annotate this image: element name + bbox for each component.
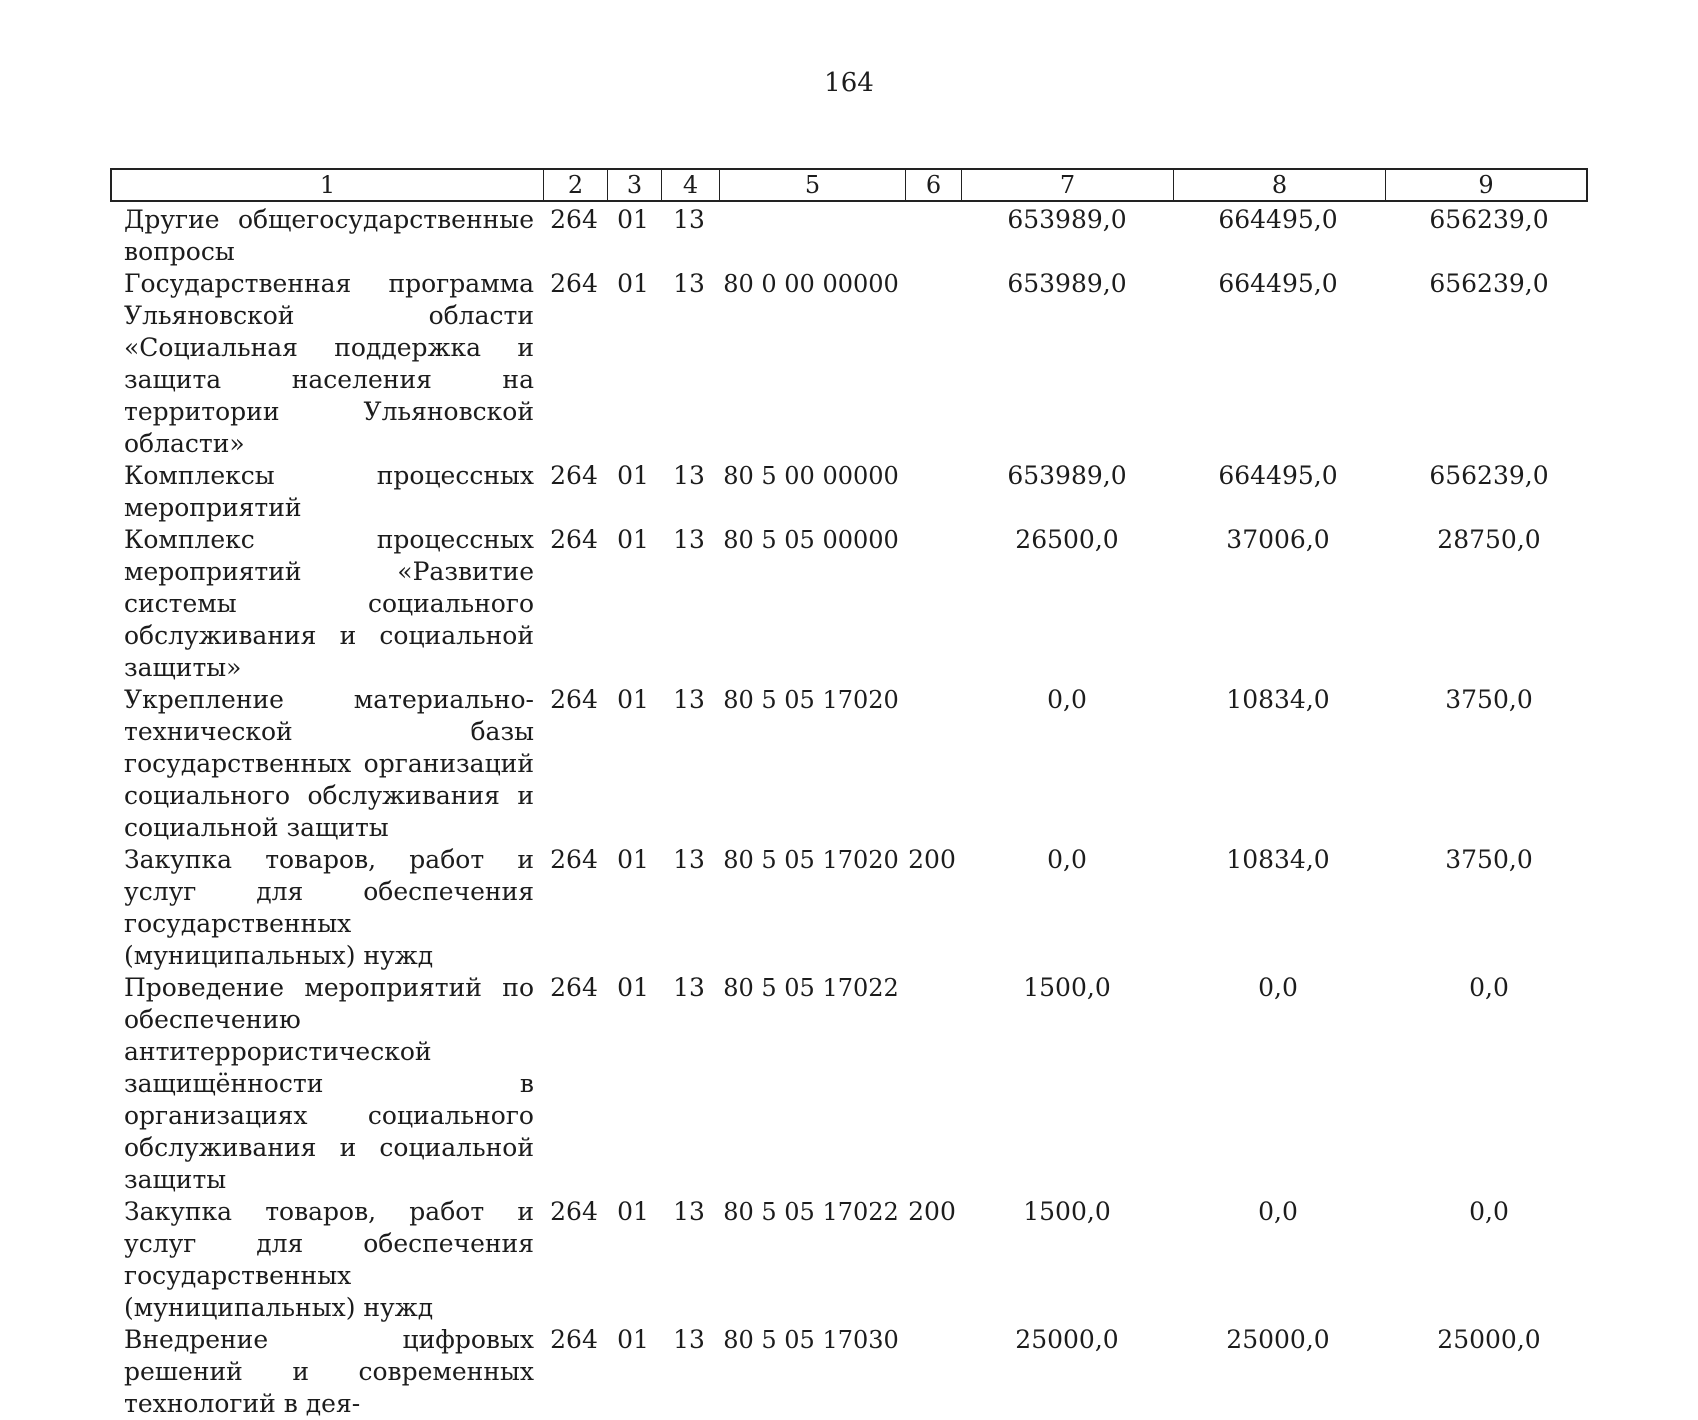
- row-target: 80 5 00 00000: [723, 462, 899, 490]
- row-year3: 25000,0: [1437, 1325, 1541, 1354]
- row-name: Укрепление материально-технической базы государственных организаций социального обслуживания и социальной защиты: [124, 685, 534, 842]
- row-name-cell: [110, 1324, 542, 1420]
- table-row: [110, 460, 1588, 524]
- row-year3: 3750,0: [1445, 685, 1533, 714]
- row-year2: 664495,0: [1218, 269, 1338, 298]
- row-ministry: 264: [550, 1197, 598, 1226]
- row-target: 80 5 05 00000: [723, 526, 899, 554]
- row-name-cell: [110, 972, 542, 1196]
- table-row: [110, 524, 1588, 684]
- row-subsection: 13: [673, 269, 705, 298]
- row-year3: 656239,0: [1429, 205, 1549, 234]
- row-type: [904, 1324, 960, 1420]
- row-type: [904, 460, 960, 524]
- budget-table-body: [110, 204, 1588, 1420]
- row-target: 80 5 05 17020: [723, 686, 899, 714]
- row-year2: 664495,0: [1218, 461, 1338, 490]
- row-subsection: 13: [673, 461, 705, 490]
- row-year3: 0,0: [1469, 973, 1509, 1002]
- row-ministry: 264: [550, 845, 598, 874]
- row-year2: 0,0: [1258, 973, 1298, 1002]
- row-name: Комплекс процессных мероприятий «Развитие системы социального обслуживания и социальной защиты»: [124, 525, 534, 682]
- row-target: 80 5 05 17022: [723, 1198, 899, 1226]
- row-target: 80 0 00 00000: [723, 270, 899, 298]
- row-section: 01: [617, 685, 649, 714]
- row-name-cell: [110, 844, 542, 972]
- row-name-cell: [110, 460, 542, 524]
- header-col-6: 6: [906, 170, 962, 200]
- row-name: Комплексы процессных мероприятий: [124, 461, 534, 522]
- row-section: 01: [617, 1197, 649, 1226]
- table-row: [110, 844, 1588, 972]
- row-name-cell: [110, 204, 542, 268]
- row-year3: 0,0: [1469, 1197, 1509, 1226]
- row-year1: 653989,0: [1007, 269, 1127, 298]
- row-ministry: 264: [550, 973, 598, 1002]
- row-subsection: 13: [673, 205, 705, 234]
- header-col-1: 1: [112, 170, 544, 200]
- row-target: 80 5 05 17022: [723, 974, 899, 1002]
- row-target: [718, 204, 904, 268]
- row-year1: 25000,0: [1015, 1325, 1119, 1354]
- row-year2: 10834,0: [1226, 845, 1330, 874]
- row-year1: 0,0: [1047, 685, 1087, 714]
- row-year2: 37006,0: [1226, 525, 1330, 554]
- row-name: Закупка товаров, работ и услуг для обеспечения государственных (муниципальных) нужд: [124, 845, 534, 970]
- row-name: Другие общегосударственные вопросы: [124, 205, 534, 266]
- table-row: [110, 204, 1588, 268]
- header-col-5: 5: [720, 170, 906, 200]
- row-name-cell: [110, 684, 542, 844]
- row-subsection: 13: [673, 1325, 705, 1354]
- row-name: Государственная программа Ульяновской области «Социальная поддержка и защита населения на территории Ульяновской области»: [124, 269, 534, 458]
- row-type: 200: [908, 1197, 956, 1226]
- row-type: 200: [908, 845, 956, 874]
- header-col-3: 3: [608, 170, 662, 200]
- row-subsection: 13: [673, 973, 705, 1002]
- row-name-cell: [110, 524, 542, 684]
- row-subsection: 13: [673, 685, 705, 714]
- table-header-row: [110, 168, 1588, 202]
- row-target: 80 5 05 17030: [723, 1326, 899, 1354]
- row-subsection: 13: [673, 525, 705, 554]
- row-ministry: 264: [550, 205, 598, 234]
- row-year2: 664495,0: [1218, 205, 1338, 234]
- row-section: 01: [617, 845, 649, 874]
- row-year1: 653989,0: [1007, 461, 1127, 490]
- row-section: 01: [617, 461, 649, 490]
- row-year3: 3750,0: [1445, 845, 1533, 874]
- row-ministry: 264: [550, 685, 598, 714]
- table-row: [110, 684, 1588, 844]
- row-year2: 25000,0: [1226, 1325, 1330, 1354]
- table-row: [110, 1324, 1588, 1420]
- row-name-cell: [110, 1196, 542, 1324]
- row-section: 01: [617, 525, 649, 554]
- row-section: 01: [617, 973, 649, 1002]
- row-year1: 26500,0: [1015, 525, 1119, 554]
- row-subsection: 13: [673, 1197, 705, 1226]
- row-type: [904, 524, 960, 684]
- row-name: Внедрение цифровых решений и современных технологий в дея-: [124, 1325, 534, 1418]
- row-type: [904, 684, 960, 844]
- row-name: Закупка товаров, работ и услуг для обеспечения государственных (муниципальных) нужд: [124, 1197, 534, 1322]
- row-year3: 28750,0: [1437, 525, 1541, 554]
- table-row: [110, 972, 1588, 1196]
- row-section: 01: [617, 1325, 649, 1354]
- row-year1: 653989,0: [1007, 205, 1127, 234]
- row-subsection: 13: [673, 845, 705, 874]
- header-col-8: 8: [1174, 170, 1386, 200]
- row-section: 01: [617, 205, 649, 234]
- row-ministry: 264: [550, 461, 598, 490]
- row-ministry: 264: [550, 525, 598, 554]
- row-year1: 1500,0: [1023, 973, 1111, 1002]
- header-col-4: 4: [662, 170, 720, 200]
- header-col-9: 9: [1478, 171, 1494, 199]
- row-ministry: 264: [550, 269, 598, 298]
- row-type: [904, 972, 960, 1196]
- row-type: [904, 204, 960, 268]
- table-row: [110, 1196, 1588, 1324]
- row-name: Проведение мероприятий по обеспечению антитеррористической защищённости в организациях социального обслуживания и социальной защиты: [124, 973, 534, 1194]
- row-type: [904, 268, 960, 460]
- row-year2: 10834,0: [1226, 685, 1330, 714]
- header-col-7: 7: [962, 170, 1174, 200]
- row-name-cell: [110, 268, 542, 460]
- row-section: 01: [617, 269, 649, 298]
- row-year3: 656239,0: [1429, 269, 1549, 298]
- row-ministry: 264: [550, 1325, 598, 1354]
- page-number: 164: [824, 68, 874, 98]
- row-year3: 656239,0: [1429, 461, 1549, 490]
- row-year2: 0,0: [1258, 1197, 1298, 1226]
- row-year1: 1500,0: [1023, 1197, 1111, 1226]
- table-row: [110, 268, 1588, 460]
- header-col-2: 2: [544, 170, 608, 200]
- row-target: 80 5 05 17020: [723, 846, 899, 874]
- row-year1: 0,0: [1047, 845, 1087, 874]
